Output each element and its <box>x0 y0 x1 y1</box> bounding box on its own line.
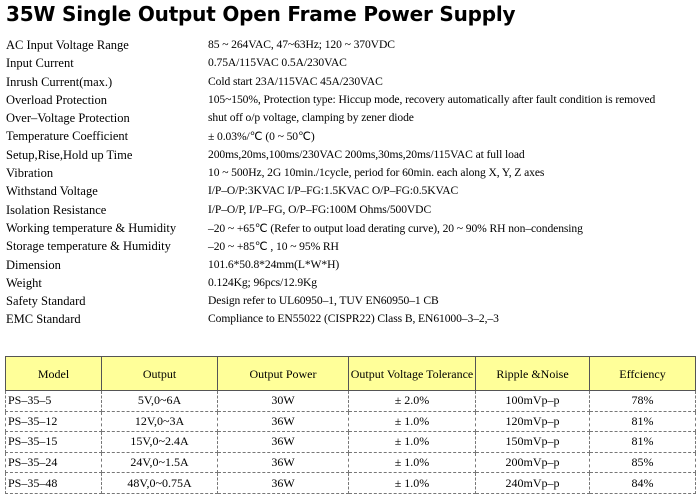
spec-list <box>6 38 698 331</box>
spec-row <box>6 294 698 312</box>
table-row <box>6 432 696 453</box>
spec-label: Overload Protection <box>6 92 108 107</box>
cell-ripple: 150mVp–p <box>476 432 590 453</box>
spec-label: AC Input Voltage Range <box>6 38 129 52</box>
spec-row <box>6 312 698 330</box>
cell-tolerance: ± 1.0% <box>349 473 476 494</box>
page-title: 35W Single Output Open Frame Power Supply <box>6 2 516 26</box>
model-table <box>5 356 696 494</box>
spec-value: 0.124Kg; 96pcs/12.9Kg <box>208 275 318 289</box>
header-model: Model <box>6 357 102 391</box>
cell-power: 30W <box>218 391 349 412</box>
spec-value: –20 ~ +85℃ , 10 ~ 95% RH <box>208 240 339 254</box>
spec-row <box>6 276 698 294</box>
cell-output: 48V,0~0.75A <box>102 473 218 494</box>
spec-value: Compliance to EN55022 (CISPR22) Class B, EN61000–3–2,–3 <box>208 312 499 326</box>
spec-value: 105~150%, Protection type: Hiccup mode, recovery automatically after fault condition is removed <box>208 92 656 106</box>
table-row <box>6 391 696 412</box>
spec-label: Dimension <box>6 257 61 272</box>
header-voltage-tolerance: Output Voltage Tolerance <box>349 357 476 391</box>
spec-value: 0.75A/115VAC 0.5A/230VAC <box>208 56 347 70</box>
table-row <box>6 452 696 473</box>
spec-row <box>6 166 698 184</box>
spec-label: Over–Voltage Protection <box>6 111 130 126</box>
table-row <box>6 473 696 494</box>
spec-value: –20 ~ +65℃ (Refer to output load derating curve), 20 ~ 90% RH non–condensing <box>208 221 583 235</box>
spec-label: Inrush Current(max.) <box>6 74 113 89</box>
spec-value: I/P–O/P, I/P–FG, O/P–FG:100M Ohms/500VDC <box>208 202 432 216</box>
spec-label: Setup,Rise,Hold up Time <box>6 147 133 162</box>
cell-model: PS–35–12 <box>6 411 102 432</box>
header-output: Output <box>102 357 218 391</box>
spec-row <box>6 203 698 221</box>
spec-value: Design refer to UL60950–1, TUV EN60950–1 CB <box>208 294 439 308</box>
cell-tolerance: ± 2.0% <box>349 391 476 412</box>
spec-value: 200ms,20ms,100ms/230VAC 200ms,30ms,20ms/115VAC at full load <box>208 147 525 161</box>
spec-row <box>6 129 698 147</box>
cell-output: 15V,0~2.4A <box>102 432 218 453</box>
spec-row <box>6 111 698 129</box>
spec-value: 101.6*50.8*24mm(L*W*H) <box>208 257 340 271</box>
spec-row <box>6 93 698 111</box>
cell-efficiency: 85% <box>590 452 696 473</box>
header-efficiency: Effciency <box>590 357 696 391</box>
spec-label: Input Current <box>6 56 74 71</box>
cell-ripple: 120mVp–p <box>476 411 590 432</box>
cell-tolerance: ± 1.0% <box>349 432 476 453</box>
spec-row <box>6 56 698 74</box>
spec-row <box>6 148 698 166</box>
cell-efficiency: 84% <box>590 473 696 494</box>
spec-label: Vibration <box>6 166 54 181</box>
cell-model: PS–35–24 <box>6 452 102 473</box>
spec-row <box>6 75 698 93</box>
cell-efficiency: 78% <box>590 391 696 412</box>
spec-value: shut off o/p voltage, clamping by zener diode <box>208 111 414 125</box>
cell-model: PS–35–48 <box>6 473 102 494</box>
spec-label: EMC Standard <box>6 312 81 327</box>
cell-efficiency: 81% <box>590 411 696 432</box>
cell-power: 36W <box>218 432 349 453</box>
cell-output: 12V,0~3A <box>102 411 218 432</box>
spec-label: Isolation Resistance <box>6 202 107 217</box>
cell-ripple: 200mVp–p <box>476 452 590 473</box>
table-header-row <box>6 357 696 391</box>
spec-label: Withstand Voltage <box>6 184 98 199</box>
spec-value: ± 0.03%/℃ (0 ~ 50℃) <box>208 130 315 144</box>
spec-label: Weight <box>6 275 42 290</box>
spec-row <box>6 38 698 56</box>
spec-value: I/P–O/P:3KVAC I/P–FG:1.5KVAC O/P–FG:0.5KVAC <box>208 184 459 198</box>
cell-efficiency: 81% <box>590 432 696 453</box>
table-row <box>6 411 696 432</box>
spec-value: 10 ~ 500Hz, 2G 10min./1cycle, period for 60min. each along X, Y, Z axes <box>208 166 545 180</box>
spec-row <box>6 221 698 239</box>
spec-label: Temperature Coefficient <box>6 129 129 144</box>
spec-label: Safety Standard <box>6 294 86 309</box>
cell-tolerance: ± 1.0% <box>349 411 476 432</box>
spec-row <box>6 258 698 276</box>
cell-power: 36W <box>218 452 349 473</box>
cell-output: 5V,0~6A <box>102 391 218 412</box>
cell-model: PS–35–15 <box>6 432 102 453</box>
spec-label: Working temperature & Humidity <box>6 220 177 235</box>
cell-ripple: 240mVp–p <box>476 473 590 494</box>
cell-tolerance: ± 1.0% <box>349 452 476 473</box>
cell-power: 36W <box>218 473 349 494</box>
header-ripple-noise: Ripple &Noise <box>476 357 590 391</box>
cell-ripple: 100mVp–p <box>476 391 590 412</box>
cell-power: 36W <box>218 411 349 432</box>
spec-row <box>6 239 698 257</box>
spec-label: Storage temperature & Humidity <box>6 239 171 254</box>
spec-row <box>6 184 698 202</box>
cell-output: 24V,0~1.5A <box>102 452 218 473</box>
header-output-power: Output Power <box>218 357 349 391</box>
spec-value: 85 ~ 264VAC, 47~63Hz; 120 ~ 370VDC <box>208 38 395 51</box>
cell-model: PS–35–5 <box>6 391 102 412</box>
spec-value: Cold start 23A/115VAC 45A/230VAC <box>208 74 383 88</box>
